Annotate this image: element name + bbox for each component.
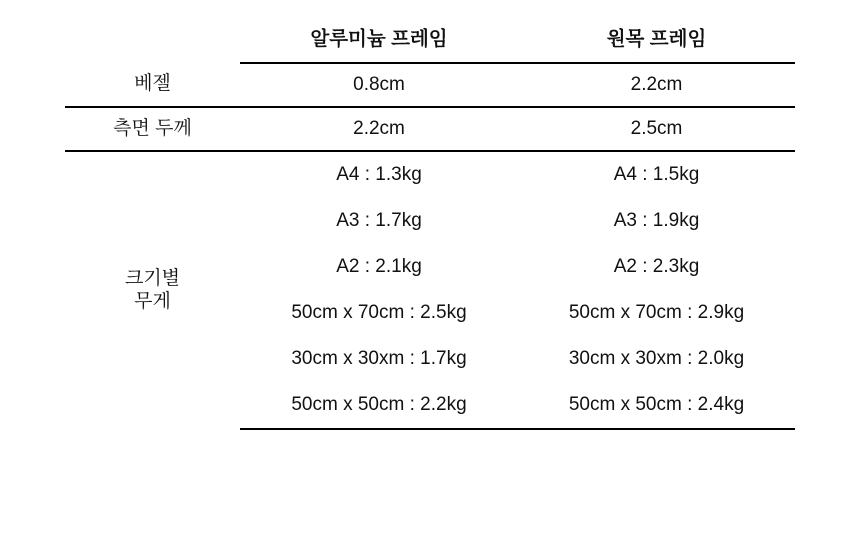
cell-weight-aluminum: A2 : 2.1kg (336, 255, 422, 277)
cell-bezel-wood: 2.2cm (518, 63, 795, 107)
weight-label-line-1: 크기별 (124, 267, 181, 289)
frame-spec-table (65, 18, 795, 430)
cell-weight-aluminum: A4 : 1.3kg (336, 163, 422, 185)
cell-weight-aluminum: 50cm x 70cm : 2.5kg (291, 301, 467, 323)
cell-weight-aluminum: A3 : 1.7kg (336, 209, 422, 231)
cell-weight-wood: A4 : 1.5kg (613, 163, 700, 185)
cell-weight-aluminum: 50cm x 50cm : 2.2kg (240, 382, 518, 429)
cell-bezel-aluminum: 0.8cm (240, 63, 518, 107)
cell-weight-wood: 50cm x 70cm : 2.9kg (568, 301, 745, 323)
header-cell-empty (65, 18, 240, 63)
row-label-bezel: 베젤 (65, 63, 240, 107)
table-row (65, 151, 795, 198)
table-header-row (65, 18, 795, 63)
header-cell-wood: 원목 프레임 (518, 18, 795, 63)
row-label-weight-by-size (65, 151, 240, 429)
cell-weight-wood: 50cm x 50cm : 2.4kg (518, 382, 795, 429)
cell-weight-wood: A2 : 2.3kg (613, 255, 700, 277)
cell-weight-wood: A3 : 1.9kg (613, 209, 700, 231)
cell-weight-aluminum: 30cm x 30xm : 1.7kg (291, 347, 467, 369)
table-row (65, 107, 795, 151)
row-label-side-thickness: 측면 두께 (65, 107, 240, 151)
header-cell-aluminum: 알루미늄 프레임 (240, 18, 518, 63)
weight-label-line-2: 무게 (134, 290, 171, 312)
cell-weight-wood: 30cm x 30xm : 2.0kg (568, 347, 745, 369)
table-row (65, 63, 795, 107)
cell-side-thickness-aluminum: 2.2cm (240, 107, 518, 151)
cell-side-thickness-wood: 2.5cm (518, 107, 795, 151)
